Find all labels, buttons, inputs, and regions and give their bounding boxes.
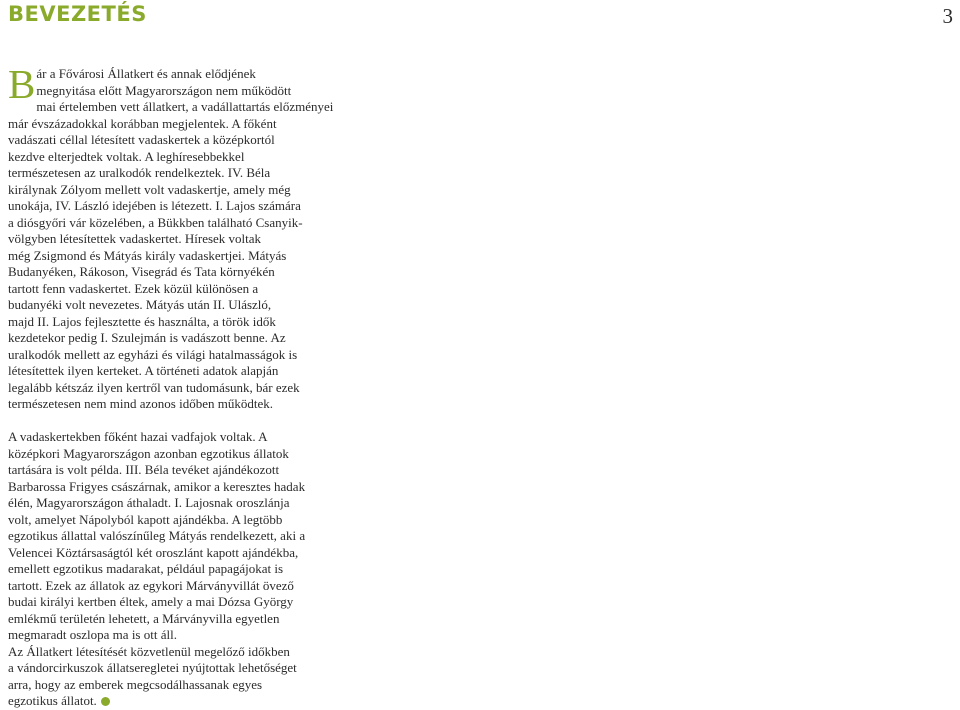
text-line: megmaradt oszlopa ma is ott áll. (8, 627, 177, 642)
text-line: a diósgyőri vár közelében, a Bükkben található Csanyik- (8, 214, 303, 230)
text-line: arra, hogy az emberek megcsodálhassanak egyes (8, 676, 263, 692)
text-line: létesítettek ilyen kerteket. A történeti adatok alapján (8, 363, 279, 378)
text-line: legalább kétszáz ilyen kertről van tudomásunk, bár ezek (8, 379, 300, 395)
text-line: mai értelemben vett állatkert, a vadállattartás előzményei (36, 99, 334, 114)
text-line: természetesen az uralkodók rendelkeztek. IV. Béla (8, 165, 271, 180)
page-number: 3 (942, 4, 953, 28)
text-line: vadászati céllal létesített vadaskertek a középkortól (8, 132, 275, 147)
text-line: ár a Fővárosi Állatkert és annak elődjének (36, 66, 256, 81)
text-line: Az Állatkert létesítését közvetlenül megelőző időkben (8, 643, 290, 659)
text-line: Barbarossa Frigyes császárnak, amikor a keresztes hadak (8, 478, 306, 494)
text-line: kezdve elterjedtek voltak. A leghíresebbekkel (8, 148, 245, 164)
text-line: budanyéki volt nevezetes. Mátyás után II. Ulászló, (8, 297, 272, 312)
text-line: már évszázadokkal korábban megjelentek. A főként (8, 115, 277, 131)
text-line: a vándorcirkuszok állatseregletei nyújtottak lehetőséget (8, 660, 297, 675)
text-line: élén, Magyarországon áthaladt. I. Lajosnak oroszlánja (8, 495, 290, 510)
text-line: uralkodók mellett az egyházi és világi hatalmasságok is (8, 346, 298, 362)
section-title: BEVEZETÉS (8, 2, 147, 26)
paragraph-intro (8, 61, 334, 413)
text-line: tartott fenn vadaskertet. Ezek közül különösen a (8, 280, 259, 296)
text-line: királynak Zólyom mellett volt vadaskertje, amely még (8, 181, 291, 197)
text-line: emellett egzotikus madarakat, például papagájokat is (8, 561, 284, 576)
text-line: budai királyi kertben éltek, amely a mai Dózsa György (8, 594, 294, 609)
text-line: tartott. Ezek az állatok az egykori Márványvillát övező (8, 577, 294, 593)
text-line: emlékmű területén lehetett, a Márványvilla egyetlen (8, 610, 280, 626)
text-line: még Zsigmond és Mátyás király vadaskertjei. Mátyás (8, 247, 287, 263)
text-line-content: egzotikus állatot. (8, 693, 97, 708)
end-mark-bullet-icon (101, 697, 110, 706)
text-line: tartására is volt példa. III. Béla tevéket ajándékozott (8, 462, 280, 477)
text-line: völgyben létesítettek vadaskertet. Híresek voltak (8, 231, 262, 246)
text-line: megnyitása előtt Magyarországon nem működött (36, 82, 292, 98)
text-line: unokája, IV. László idejében is létezett. I. Lajos számára (8, 198, 301, 213)
drop-cap: B (8, 61, 36, 107)
text-line: kezdetekor pedig I. Szulejmán is vadászott benne. Az (8, 330, 286, 345)
text-line: majd II. Lajos fejlesztette és használta, a török idők (8, 313, 276, 329)
text-line-last (8, 693, 305, 710)
text-line: Velencei Köztársaságtól két oroszlánt kapott ajándékba, (8, 544, 299, 560)
text-line: A vadaskertekben főként hazai vadfajok voltak. A (8, 429, 268, 444)
paragraph-exotic-animals (8, 429, 305, 710)
text-line: volt, amelyet Nápolyból kapott ajándékba. A legtöbb (8, 511, 283, 527)
text-line: egzotikus állattal valószínűleg Mátyás rendelkezett, aki a (8, 528, 306, 543)
text-line: középkori Magyarországon azonban egzotikus állatok (8, 445, 289, 461)
text-line: természetesen nem mind azonos időben működtek. (8, 396, 273, 411)
text-line: Budanyéken, Rákoson, Visegrád és Tata környékén (8, 264, 275, 279)
